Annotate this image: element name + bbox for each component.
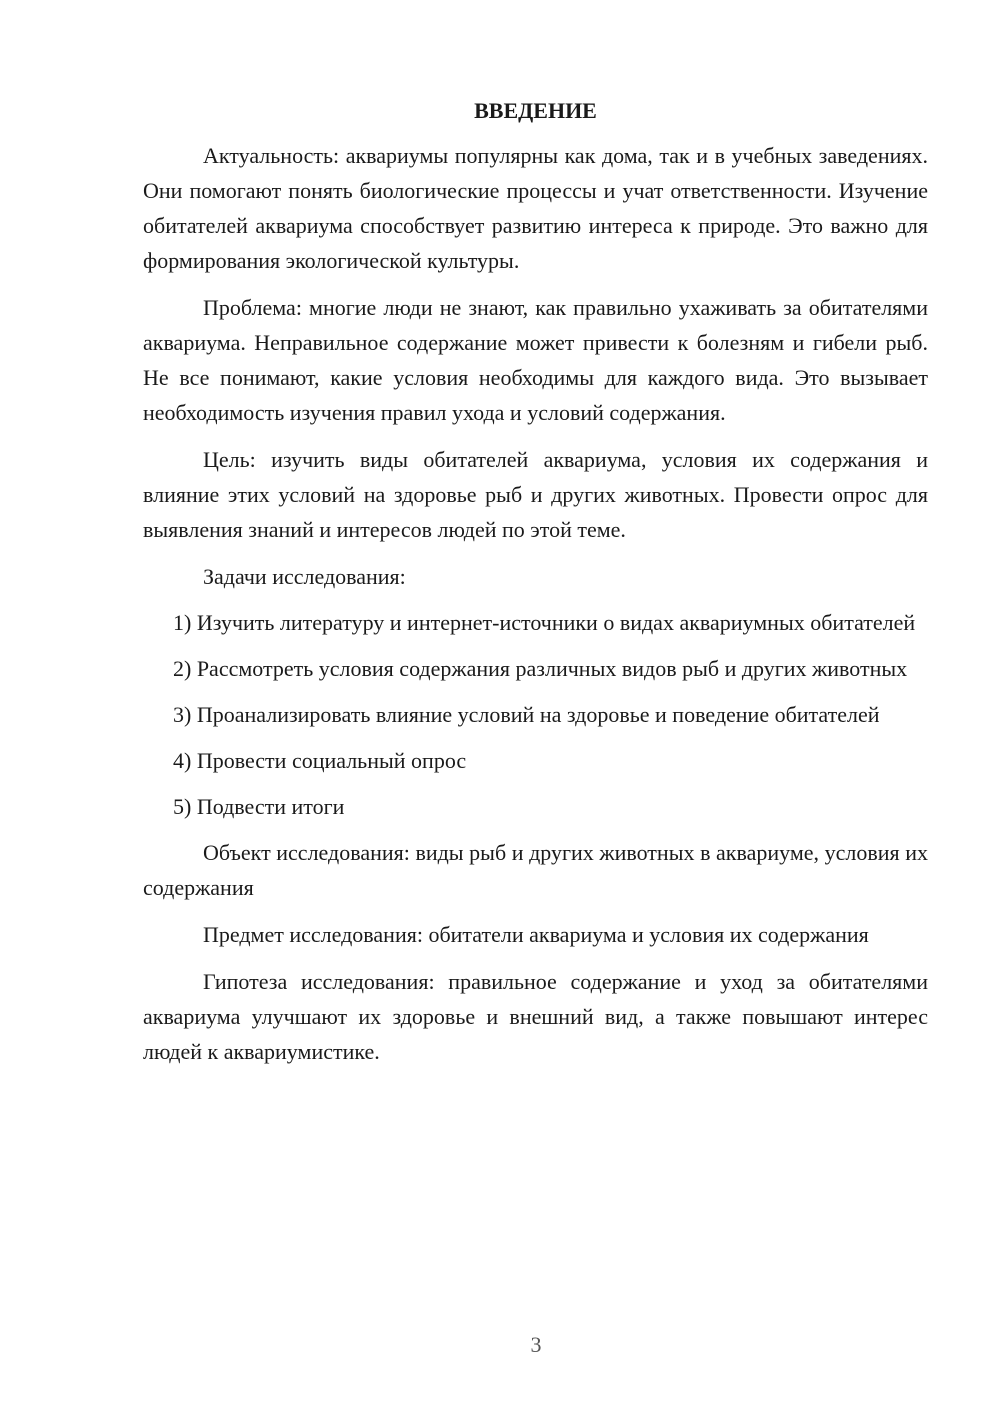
page-content <box>143 96 928 1081</box>
task-item-2: 2) Рассмотреть условия содержания различных видов рыб и других животных <box>173 656 908 681</box>
task-item-3: 3) Проанализировать влияние условий на здоровье и поведение обитателей <box>173 702 880 727</box>
goal-paragraph: Цель: изучить виды обитателей аквариума, условия их содержания и влияние этих условий на здоровье рыб и других животных. Провести опрос для выявления знаний и интересов людей по этой теме. <box>143 447 928 542</box>
page-number: 3 <box>530 1332 542 1357</box>
object-paragraph: Объект исследования: виды рыб и других животных в аквариуме, условия их содержания <box>143 840 928 900</box>
task-item-1: 1) Изучить литературу и интернет-источники о видах аквариумных обитателей <box>173 610 916 635</box>
hypothesis-paragraph: Гипотеза исследования: правильное содержание и уход за обитателями аквариума улучшают их здоровье и внешний вид, а также повышают интерес людей к аквариумистике. <box>143 969 928 1064</box>
task-item-5: 5) Подвести итоги <box>173 794 345 819</box>
problem-paragraph: Проблема: многие люди не знают, как правильно ухаживать за обитателями аквариума. Неправильное содержание может привести к болезням и гибели рыб. Не все понимают, какие условия необходимы для каждого вида. Это вызывает необходимость изучения правил ухода и условий содержания. <box>143 295 928 425</box>
subject-paragraph: Предмет исследования: обитатели аквариума и условия их содержания <box>203 922 869 947</box>
task-item-4: 4) Провести социальный опрос <box>173 748 467 773</box>
tasks-title: Задачи исследования: <box>203 564 406 589</box>
relevance-paragraph: Актуальность: аквариумы популярны как дома, так и в учебных заведениях. Они помогают понять биологические процессы и учат ответственности. Изучение обитателей аквариума способствует развитию интереса к природе. Это важно для формирования экологической культуры. <box>143 143 928 273</box>
section-heading: ВВЕДЕНИЕ <box>474 98 597 123</box>
